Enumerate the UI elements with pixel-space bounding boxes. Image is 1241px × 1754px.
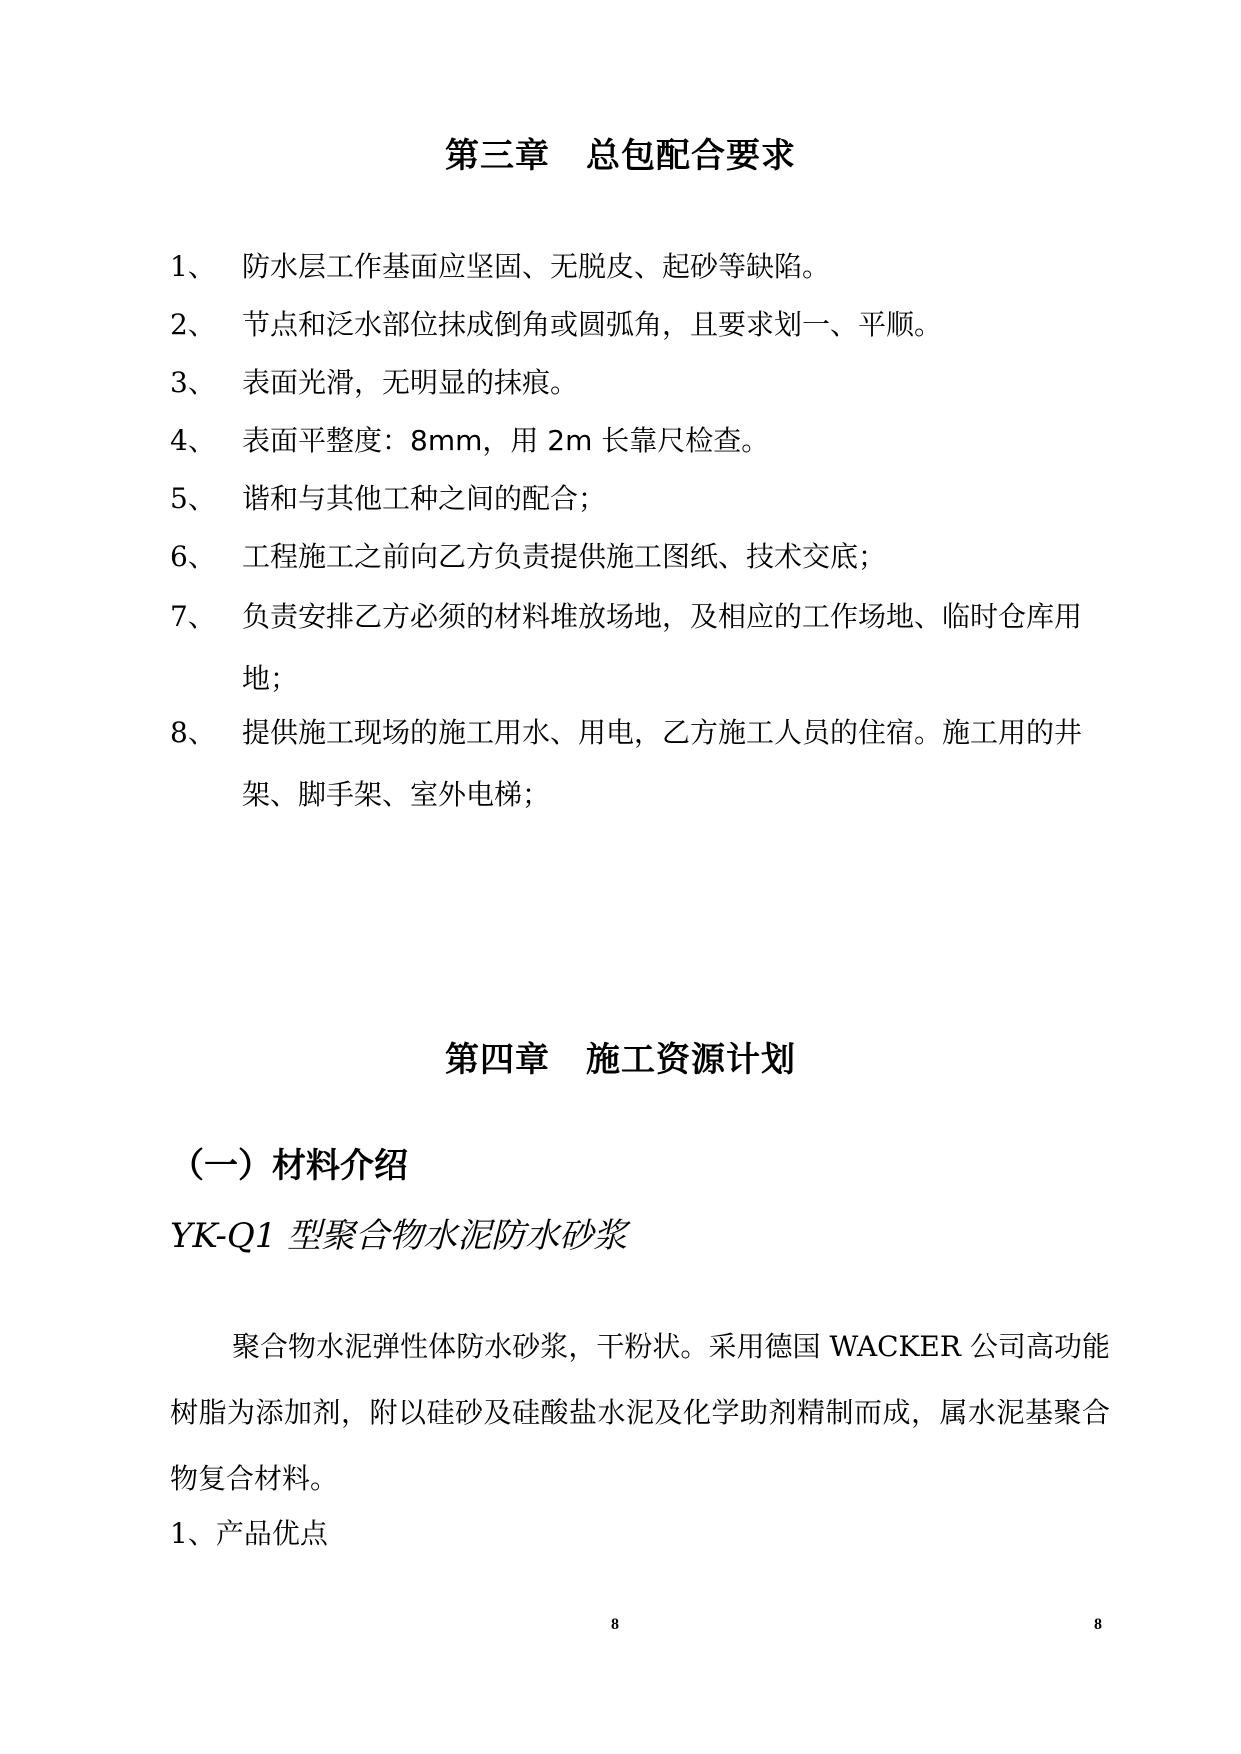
list-item-number: 8、 xyxy=(170,716,216,749)
chapter-3-number: 第三章 xyxy=(445,136,550,176)
list-item-text: 表面光滑，无明显的抹痕。 xyxy=(242,366,579,399)
chapter-3-title: 总包配合要求 xyxy=(586,136,796,176)
list-item-text: 工程施工之前向乙方负责提供施工图纸、技术交底； xyxy=(242,540,887,573)
list-item-number: 6、 xyxy=(170,540,216,573)
product-description: 聚合物水泥弹性体防水砂浆，干粉状。采用德国 WACKER 公司高功能树脂为添加剂，附以硅砂及硅酸盐水泥及化学助剂精制而成，属水泥基聚合物复合材料。 xyxy=(170,1330,1110,1495)
list-item-number: 2、 xyxy=(170,308,216,341)
list-item-text: 防水层工作基面应坚固、无脱皮、起砂等缺陷。 xyxy=(242,250,831,283)
product-advantages-heading: 1、产品优点 xyxy=(170,1517,328,1550)
list-item-text: 节点和泛水部位抹成倒角或圆弧角，且要求划一、平顺。 xyxy=(242,308,943,341)
section-heading: （一）材料介绍 xyxy=(170,1146,408,1186)
list-item-text: 谐和与其他工种之间的配合； xyxy=(242,482,607,515)
page-number-right: 8 xyxy=(1094,1616,1102,1633)
chapter-3-heading xyxy=(0,128,1241,177)
list-item-number: 7、 xyxy=(170,600,216,633)
chapter-4-number: 第四章 xyxy=(445,1040,550,1080)
list-item-number: 1、 xyxy=(170,250,216,283)
list-item-number: 4、 xyxy=(170,424,216,457)
chapter-4-heading xyxy=(0,1032,1241,1081)
list-item-text: 提供施工现场的施工用水、用电，乙方施工人员的住宿。施工用的井架、脚手架、室外电梯； xyxy=(242,716,1083,811)
product-title: YK-Q1 型聚合物水泥防水砂浆 xyxy=(170,1216,628,1256)
list-item-number: 3、 xyxy=(170,366,216,399)
list-item-number: 5、 xyxy=(170,482,216,515)
page-number-center: 8 xyxy=(611,1616,619,1633)
chapter-4-title: 施工资源计划 xyxy=(586,1040,796,1080)
list-item-text: 负责安排乙方必须的材料堆放场地，及相应的工作场地、临时仓库用地； xyxy=(242,600,1083,695)
list-item-text: 表面平整度：8mm，用 2m 长靠尺检查。 xyxy=(242,424,770,457)
